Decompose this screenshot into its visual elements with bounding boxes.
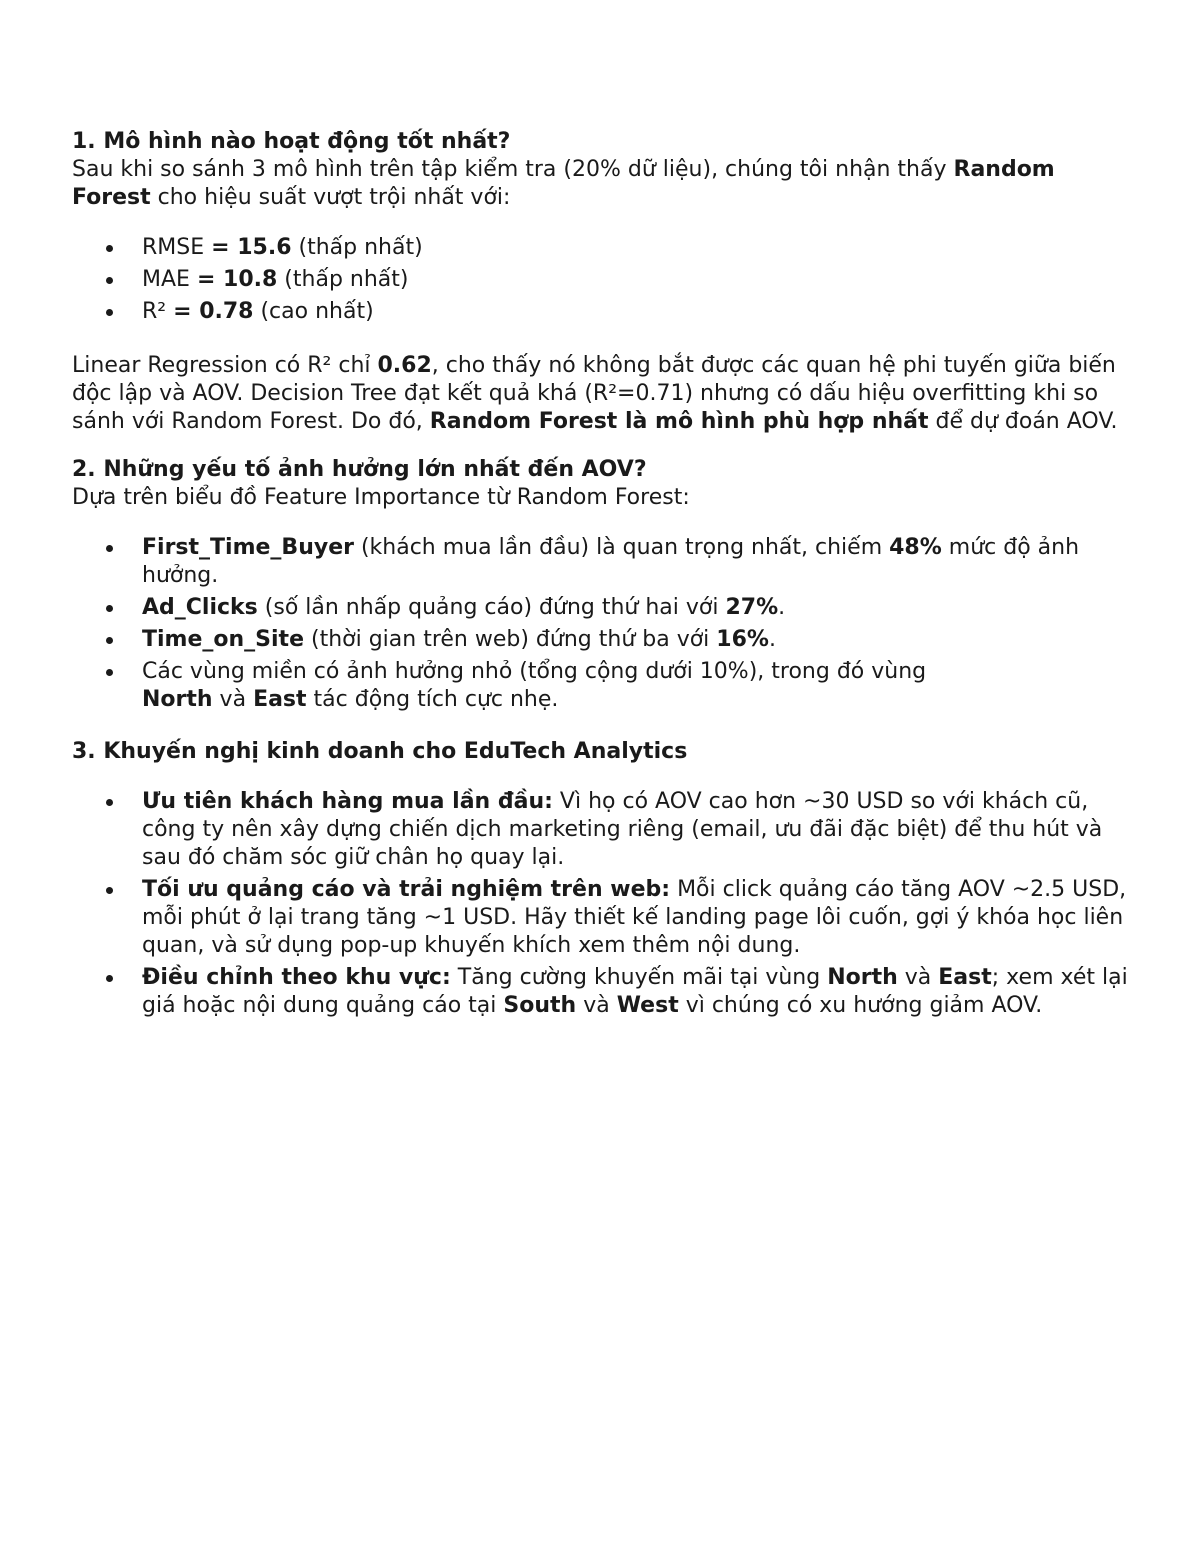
region-east: East [938,965,992,990]
feature-text: (khách mua lần đầu) là quan trọng nhất, chiếm [353,535,890,560]
recommendations-list [72,788,1134,1020]
feature-item-regions [142,658,1134,714]
metric-item-r2 [142,298,1134,326]
metrics-list [72,234,1134,326]
feature-item-first-time-buyer [142,534,1134,590]
feature-percent: 16% [716,627,769,652]
document-body [72,128,1134,1024]
section-1-heading: 1. Mô hình nào hoạt động tốt nhất? [72,129,511,154]
metric-note: (thấp nhất) [277,267,409,292]
conclusion-bold-value: 0.62 [377,353,432,378]
feature-text: (thời gian trên web) đứng thứ ba với [304,627,717,652]
section-3-heading: 3. Khuyến nghị kinh doanh cho EduTech Analytics [72,739,688,764]
recommendation-text: Mỗi click quảng cáo tăng AOV ~2.5 USD, mỗi phút ở lại trang tăng ~1 USD. Hãy thiết kế landing page lôi cuốn, gợi ý khóa học liên quan, và sử dụng pop-up khuyến khích xem thêm nội dung. [142,877,1127,958]
region-west: West [616,993,679,1018]
intro-text: Sau khi so sánh 3 mô hình trên tập kiểm tra (20% dữ liệu), chúng tôi nhận thấy [72,157,954,182]
recommendation-text: và [897,965,939,990]
recommendation-title: Tối ưu quảng cáo và trải nghiệm trên web: [142,877,671,902]
recommendation-title: Ưu tiên khách hàng mua lần đầu: [142,789,553,814]
regions-text: và [212,687,254,712]
feature-text: (số lần nhấp quảng cáo) đứng thứ hai với [257,595,726,620]
region-south: South [503,993,577,1018]
metric-value: = 0.78 [173,299,254,324]
metric-value: = 15.6 [211,235,292,260]
recommendation-first-time-buyers [142,788,1134,872]
recommendation-regions [142,964,1134,1020]
conclusion-bold-statement: Random Forest là mô hình phù hợp nhất [429,409,929,434]
feature-item-ad-clicks [142,594,1134,622]
region-north: North [827,965,898,990]
intro-bold: Random Forest [72,157,1055,210]
metric-label: R² [142,299,174,324]
metric-note: (thấp nhất) [291,235,423,260]
recommendation-text-end: vì chúng có xu hướng giảm AOV. [678,993,1043,1018]
metric-item-rmse [142,234,1134,262]
region-north: North [142,687,213,712]
feature-item-time-on-site [142,626,1134,654]
metric-label: RMSE [142,235,212,260]
recommendation-title: Điều chỉnh theo khu vực: [142,965,451,990]
metric-note: (cao nhất) [253,299,374,324]
recommendation-text: ; xem xét lại giá hoặc nội dung quảng cáo tại [142,965,1128,1018]
regions-text-end: tác động tích cực nhẹ. [306,687,559,712]
feature-importance-list [72,534,1134,714]
recommendation-text: Vì họ có AOV cao hơn ~30 USD so với khách cũ, công ty nên xây dựng chiến dịch marketing riêng (email, ưu đãi đặc biệt) để thu hút và sau đó chăm sóc giữ chân họ quay lại. [142,789,1103,870]
feature-name: First_Time_Buyer [142,535,354,560]
region-east: East [253,687,307,712]
metric-item-mae [142,266,1134,294]
conclusion-text: , cho thấy nó không bắt được các quan hệ phi tuyến giữa biến độc lập và AOV. Decision Tree đạt kết quả khá (R²=0.71) nhưng có dấu hiệu overfitting khi so sánh với Random Forest. Do đó, [72,353,1116,434]
section-1-intro [72,156,1134,212]
metric-value: = 10.8 [196,267,278,292]
feature-percent: 48% [889,535,942,560]
recommendation-text: và [576,993,617,1018]
feature-name: Time_on_Site [142,627,304,652]
regions-text: Các vùng miền có ảnh hưởng nhỏ (tổng cộng dưới 10%), trong đó vùng [142,659,927,684]
section-2-intro: Dựa trên biểu đồ Feature Importance từ Random Forest: [72,485,690,510]
feature-text-end: mức độ ảnh hưởng. [142,535,1080,588]
section-2-heading: 2. Những yếu tố ảnh hưởng lớn nhất đến AOV? [72,457,647,482]
recommendation-ads-web [142,876,1134,960]
conclusion-text: Linear Regression có R² chỉ [72,353,378,378]
intro-text-end: cho hiệu suất vượt trội nhất với: [150,185,511,210]
conclusion-text-end: để dự đoán AOV. [928,409,1118,434]
section-1-conclusion [72,352,1134,436]
feature-text-end: . [768,627,776,652]
feature-percent: 27% [725,595,779,620]
recommendation-text: Tăng cường khuyến mãi tại vùng [450,965,828,990]
metric-label: MAE [142,267,197,292]
feature-text-end: . [778,595,786,620]
feature-name: Ad_Clicks [142,595,258,620]
